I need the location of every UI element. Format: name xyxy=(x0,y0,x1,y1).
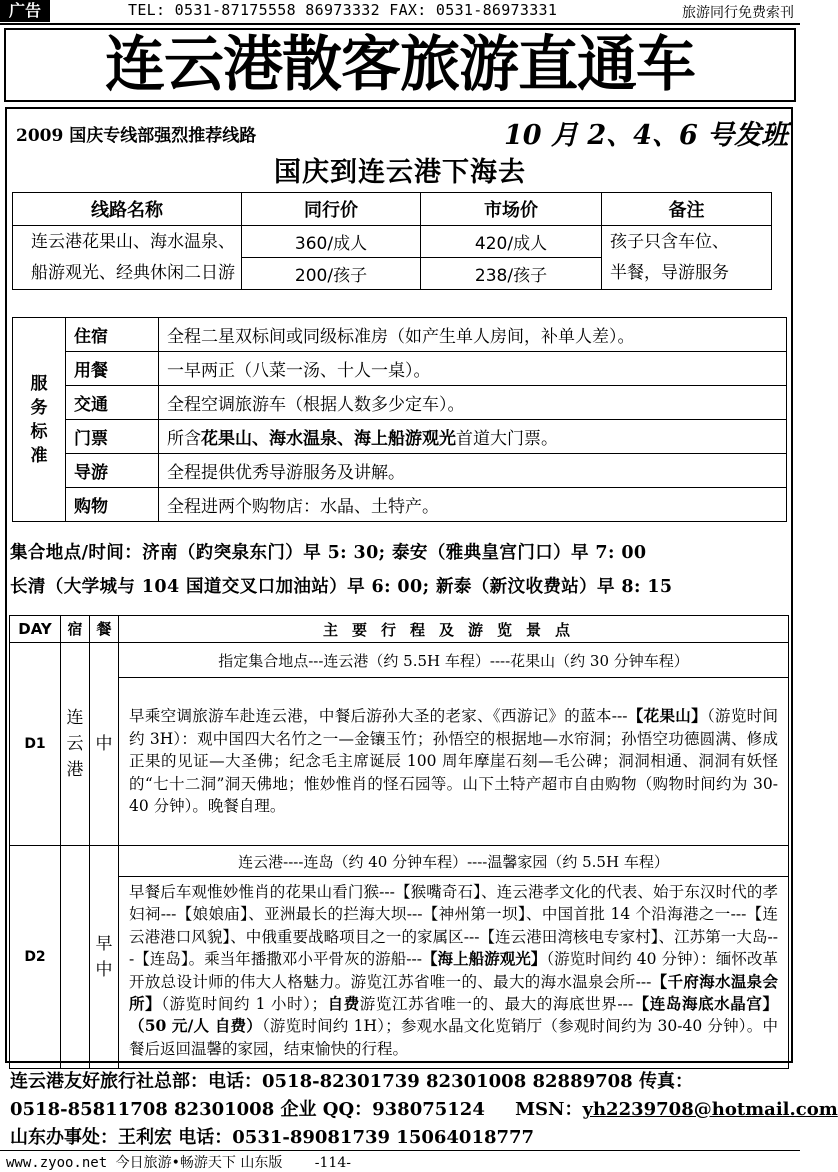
footer-line-2 xyxy=(10,1095,838,1121)
ticket-pre: 所含 xyxy=(167,429,201,449)
service-value: 一早两正（八菜一汤、十人一桌）。 xyxy=(159,352,787,386)
day-description xyxy=(119,678,789,846)
day-description xyxy=(119,877,789,1069)
service-value: 全程空调旅游车（根据人数多少定车）。 xyxy=(159,386,787,420)
service-table xyxy=(12,317,787,522)
market-price-adult: 420/成人 xyxy=(421,226,602,258)
header-stay: 宿 xyxy=(61,616,90,643)
itinerary-day-row xyxy=(10,643,789,678)
service-row xyxy=(13,488,787,522)
service-key: 门票 xyxy=(66,420,159,454)
meal-text: 早中 xyxy=(95,934,113,981)
route-name-cell xyxy=(13,226,242,290)
header-market-price: 市场价 xyxy=(421,193,602,226)
page-title: 连云港散客旅游直通车 xyxy=(105,30,695,100)
header-main: 主要行程及游览景点 xyxy=(119,616,789,643)
header-route: 线路名称 xyxy=(13,193,242,226)
desc-highlight: 【连岛海底水晶宫】（50 元/人 自费） xyxy=(129,994,778,1036)
stay-cell xyxy=(61,643,90,846)
note-line: 孩子只含车位、 xyxy=(610,231,729,252)
desc-highlight: 自费 xyxy=(327,994,360,1014)
top-right-note: 旅游同行免费索刊 xyxy=(682,5,794,21)
slogan: 今日旅游•畅游天下 山东版 xyxy=(115,1155,283,1171)
route-line: 连云港花果山、海水温泉、 xyxy=(31,231,235,252)
desc-highlight: 【海上船游观光】 xyxy=(421,949,547,969)
desc-part: （游览时间约 3H）：观中国四大名竹之一—金镶玉竹；孙悟空的根据地—水帘洞；孙悟空功德圆满、修成正果的见证—大圣佛；纪念毛主席诞辰 100 周年摩崖石刻—毛公碑；洞洞相通、洞洞有妖怪的“七十二洞”洞天佛地；惟妙惟肖的怪石园等。山下土特产超市自由购物（购物时间约为 30-40 分钟）。晚餐自理。 xyxy=(129,707,778,816)
itinerary-desc-row xyxy=(10,877,789,1069)
stay-cell xyxy=(61,846,90,1069)
day-label: D1 xyxy=(10,643,61,846)
top-contact: TEL: 0531-87175558 86973332 FAX: 0531-86973331 xyxy=(128,1,558,19)
desc-part: （游览时间约 1 小时）； xyxy=(161,995,327,1014)
route-line: 指定集合地点---连云港（约 5.5H 车程）----花果山（约 30 分钟车程） xyxy=(119,643,789,678)
headline: 国庆到连云港下海去 xyxy=(274,157,526,188)
header-day: DAY xyxy=(10,616,61,643)
notes-cell xyxy=(602,226,772,290)
header-meal: 餐 xyxy=(90,616,119,643)
footer-line-3: 山东办事处：王利宏 电话：0531-89081739 15064018777 xyxy=(10,1127,535,1148)
meeting-line-2: 长清（大学城与 104 国道交叉口加油站）早 6: 00; 新泰（新汶收费站）早 8: 15 xyxy=(10,577,673,597)
ad-tag: 广告 xyxy=(0,0,50,22)
meal-cell xyxy=(90,846,119,1069)
site-link[interactable]: www.zyoo.net xyxy=(6,1155,108,1171)
desc-part: （游览时间约 1H）；参观水晶文化览销厅（参观时间约为 30-40 分钟）。中餐后返回温馨的家园，结束愉快的行程。 xyxy=(129,1017,778,1058)
bottom-divider xyxy=(0,1150,800,1151)
peer-price-child: 200/孩子 xyxy=(242,258,421,290)
desc-part: 早乘空调旅游车赴连云港，中餐后游孙大圣的老家、《西游记》的蓝本--- xyxy=(129,707,628,726)
itinerary-desc-row xyxy=(10,678,789,846)
service-key: 用餐 xyxy=(66,352,159,386)
service-row xyxy=(13,420,787,454)
desc-highlight: 【花果山】 xyxy=(627,706,707,726)
desc-part: 早餐后车观惟妙惟肖的花果山看门猴---【猴嘴奇石】、连云港孝文化的代表、始于东汉时代的孝妇祠---【娘娘庙】、亚洲最长的拦海大坝---【神州第一坝】、中国首批 14 个沿海港之一---【连云港港口风貌】、中俄重要战略项目之一的家属区---【连云港田湾核电专家村】、江苏第一大岛---【连岛】。乘当年播撒邓小平骨灰的游船--- xyxy=(129,883,778,969)
itinerary-table xyxy=(9,615,789,1069)
desc-part: 游览江苏省唯一的、最大的海底世界--- xyxy=(359,995,634,1014)
meal-cell: 中 xyxy=(90,643,119,846)
route-line: 船游观光、经典休闲二日游 xyxy=(31,262,235,283)
price-row xyxy=(13,226,772,258)
market-price-child: 238/孩子 xyxy=(421,258,602,290)
peer-price-adult: 360/成人 xyxy=(242,226,421,258)
service-row xyxy=(13,318,787,352)
service-row xyxy=(13,454,787,488)
day-label: D2 xyxy=(10,846,61,1069)
header-peer-price: 同行价 xyxy=(242,193,421,226)
itinerary-header xyxy=(10,616,789,643)
service-side-text: 服务标准 xyxy=(30,373,48,466)
ticket-post: 首道大门票。 xyxy=(456,429,558,449)
meeting-line-1: 集合地点/时间：济南（趵突泉东门）早 5: 30; 泰安（雅典皇宫门口）早 7: 00 xyxy=(10,543,647,563)
service-value: 全程二星双标间或同级标准房（如产生单人房间，补单人差）。 xyxy=(159,318,787,352)
service-value: 全程提供优秀导游服务及讲解。 xyxy=(159,454,787,488)
desc-part: （游览时间约 40 分钟）：缅怀改革开放总设计师的伟大人格魅力。游览江苏省唯一的、最大的海水温泉会所--- xyxy=(129,950,778,991)
msn-label: MSN： xyxy=(515,1099,583,1120)
msn-link[interactable]: yh2239708@hotmail.com xyxy=(582,1099,838,1120)
stay-text: 连云港 xyxy=(66,708,84,780)
ticket-highlight: 花果山、海水温泉、海上船游观光 xyxy=(201,429,456,449)
route-line: 连云港----连岛（约 40 分钟车程）----温馨家园（约 5.5H 车程） xyxy=(119,846,789,877)
top-divider xyxy=(0,23,800,25)
price-table xyxy=(12,192,772,290)
service-key: 导游 xyxy=(66,454,159,488)
service-row xyxy=(13,352,787,386)
price-table-header xyxy=(13,193,772,226)
footer-line-1: 连云港友好旅行社总部：电话：0518-82301739 82301008 82889708 传真： xyxy=(10,1071,693,1092)
service-key: 购物 xyxy=(66,488,159,522)
page-number: -114- xyxy=(314,1155,351,1171)
bottom-bar xyxy=(6,1152,351,1172)
header-notes: 备注 xyxy=(602,193,772,226)
subtitle: 2009 国庆专线部强烈推荐线路 xyxy=(16,126,257,146)
footer-phone-qq: 0518-85811708 82301008 企业 QQ：938075124 xyxy=(10,1099,485,1120)
service-value: 全程进两个购物店：水晶、土特产。 xyxy=(159,488,787,522)
desc-highlight: 【千府海水温泉会所】 xyxy=(129,971,778,1014)
service-value xyxy=(159,420,787,454)
itinerary-day-row xyxy=(10,846,789,877)
service-key: 交通 xyxy=(66,386,159,420)
note-line: 半餐，导游服务 xyxy=(610,262,729,283)
departure-dates: 10 月 2、4、6 号发班 xyxy=(504,120,789,151)
service-row xyxy=(13,386,787,420)
service-side-label xyxy=(13,318,66,522)
service-key: 住宿 xyxy=(66,318,159,352)
